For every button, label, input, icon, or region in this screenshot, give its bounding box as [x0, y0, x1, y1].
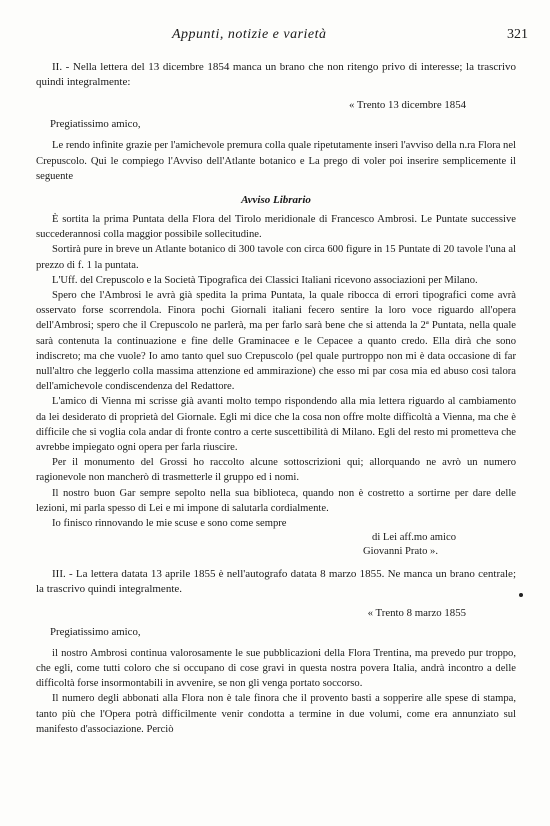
closing-line: di Lei aff.mo amico	[372, 532, 456, 544]
paragraph: il nostro Ambrosi continua valorosamente le sue pubblicazioni della Flora Trentina, ma prevedo pur troppo, che egli, come tutti coloro che si occupano di cose gravi in questa nostra povera Italia, andrà incontro a delle difficoltà forse insormontabili in avvenire, se non gli venga portato soccorso.	[36, 647, 516, 690]
paragraph: È sortita la prima Puntata della Flora del Tirolo meridionale di Francesco Ambrosi. Le Puntate successive succederannosi colla maggior possibile sollecitudine.	[36, 214, 516, 241]
page-header	[0, 27, 550, 47]
notice-heading: Avviso Librario	[241, 194, 311, 207]
running-head: Appunti, notizie e varietà	[172, 27, 327, 42]
paragraph: Per il monumento del Grossi ho raccolto alcune sottoscrizioni qui; allorquando ne avrò un numero ragionevole non mancherò di trasmetterle il gruppo ed i nomi.	[36, 457, 516, 484]
dateline: « Trento 13 dicembre 1854	[349, 99, 466, 112]
paragraph: L'Uff. del Crepuscolo e la Società Tipografica dei Classici Italiani ricevono associazioni per Milano.	[52, 274, 478, 286]
margin-mark	[519, 593, 523, 597]
page-body	[36, 60, 516, 737]
signature: Giovanni Prato ».	[362, 546, 438, 558]
paragraph: Spero che l'Ambrosi le avrà già spedita la prima Puntata, la quale ribocca di errori tipografici come avrà osservato forse scorrendola. Finora pochi Giornali italiani fecero sentire la loro voce riguardo all'opera dell'Ambrosi; spero che il Crepuscolo ne parlerà, ma per farlo sarà bene che si attenda la 2ª Puntata, nella quale sarà contenuta la continuazione e fine delle Graminacee e le Cepacee a quanto credo. Ella dirà che sono indiscreto; ma che vuole? Io amo tanto quel suo Crepuscolo (pel quale purtroppo non mi è data occasione di far null'altro che leggerlo colla massima attenzione ed ammirazione) che esso mi par cosa mia ed abuso così talora dell'amichevole condiscendenza del Redattore.	[36, 290, 516, 393]
dateline: « Trento 8 marzo 1855	[367, 606, 466, 619]
section-2-intro: II. - Nella lettera del 13 dicembre 1854 manca un brano che non ritengo privo di interesse; la trascrivo quindi integralmente:	[36, 61, 516, 89]
paragraph: Il nostro buon Gar sempre sepolto nella sua biblioteca, quando non è costretto a sortirne per dare delle lezioni, mi parla spesso di Lei e mi impone di salutarla cordialmente.	[36, 487, 516, 514]
section-3-intro: III. - La lettera datata 13 aprile 1855 è nell'autografo datata 8 marzo 1855. Ne manca un brano centrale; la trascrivo quindi integralmente.	[36, 568, 516, 596]
salutation: Pregiatissimo amico,	[50, 118, 141, 131]
paragraph: Io finisco rinnovando le mie scuse e sono come sempre	[52, 518, 287, 530]
paragraph: Sortirà pure in breve un Atlante botanico di 300 tavole con circa 600 figure in 15 Puntate di 20 tavole l'una al prezzo di f. 1 la puntata.	[36, 244, 516, 271]
paragraph: Il numero degli abbonati alla Flora non è tale finora che il provento basti a sopperire alle spese di stampa, tanto più che l'Opera potrà difficilmente venir condotta a termine in due volumi, come era annunziato sul manifesto d'associazione. Perciò	[36, 693, 516, 735]
paragraph: Le rendo infinite grazie per l'amichevole premura colla quale ripetutamente inserì l'avviso della n.ra Flora nel Crepuscolo. Qui le compiego l'Avviso dell'Atlante botanico e La prego di voler poi inserire semplicemente il seguente	[36, 140, 516, 182]
salutation: Pregiatissimo amico,	[50, 625, 141, 638]
paragraph: L'amico di Vienna mi scrisse già avanti molto tempo rispondendo alla mia lettera riguardo al cambiamento da lei desiderato di proprietà del Giornale. Egli mi dice che la cosa non offre molte difficoltà a Vienna, ma che è difficile che si voglia cola andar di fronte contro a certe suscettibilità di Milano. Egli del resto mi prometteva che avrebbe impiegato ogni opera per farla riuscire.	[36, 396, 516, 454]
page-number: 321	[507, 27, 528, 42]
